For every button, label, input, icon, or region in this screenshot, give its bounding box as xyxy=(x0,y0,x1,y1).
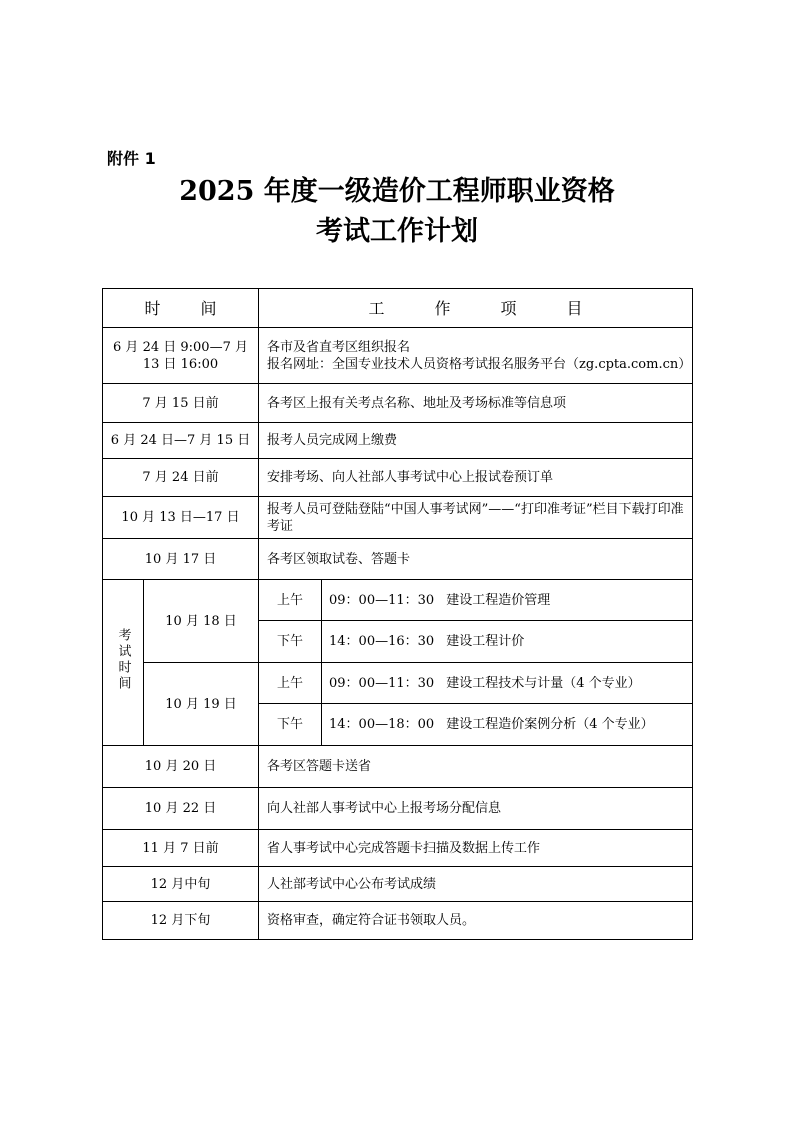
exam-session xyxy=(322,621,693,663)
exam-date: 10 月 18 日 xyxy=(144,580,259,663)
exam-session xyxy=(322,580,693,621)
attachment-label: 附件 1 xyxy=(107,149,156,168)
row-work: 省人事考试中心完成答题卡扫描及数据上传工作 xyxy=(259,830,693,867)
exam-period: 上午 xyxy=(259,663,322,704)
exam-session xyxy=(322,663,693,704)
table-row xyxy=(103,788,693,830)
exam-row xyxy=(103,663,693,704)
row-time: 11 月 7 日前 xyxy=(103,830,259,867)
exam-session xyxy=(322,704,693,746)
row-time: 10 月 17 日 xyxy=(103,539,259,580)
table-row xyxy=(103,867,693,902)
row-work: 各考区领取试卷、答题卡 xyxy=(259,539,693,580)
schedule-table xyxy=(102,288,693,940)
row-time: 6 月 24 日 9:00—7 月 13 日 16:00 xyxy=(103,328,259,384)
exam-period: 上午 xyxy=(259,580,322,621)
row-work: 安排考场、向人社部人事考试中心上报试卷预订单 xyxy=(259,459,693,497)
document-title-line-2: 考试工作计划 xyxy=(316,216,478,247)
row-work: 报考人员可登陆登陆“中国人事考试网”——“打印准考证”栏目下载打印准考证 xyxy=(259,497,693,539)
exam-row xyxy=(103,580,693,621)
table-row xyxy=(103,384,693,423)
header-work-items: 工作项目 xyxy=(259,289,693,328)
row-time: 7 月 24 日前 xyxy=(103,459,259,497)
exam-session-subject: 建设工程技术与计量（4 个专业） xyxy=(446,675,641,691)
work-item: 报名网址：全国专业技术人员资格考试报名服务平台（zg.cpta.com.cn） xyxy=(267,356,692,372)
exam-time-label xyxy=(103,580,144,746)
exam-time-label-text: 考试时间 xyxy=(115,628,131,692)
row-time: 7 月 15 日前 xyxy=(103,384,259,423)
row-time: 6 月 24 日—7 月 15 日 xyxy=(103,423,259,459)
exam-session-time: 09：00—11：30 xyxy=(329,592,435,608)
row-time: 10 月 13 日—17 日 xyxy=(103,497,259,539)
header-time: 时间 xyxy=(103,289,259,328)
row-time: 10 月 22 日 xyxy=(103,788,259,830)
row-work xyxy=(259,328,693,384)
document-title-line-1: 2025 年度一级造价工程师职业资格 xyxy=(179,176,615,207)
work-item: 各市及省直考区组织报名 xyxy=(267,339,411,355)
table-row xyxy=(103,902,693,940)
row-work: 向人社部人事考试中心上报考场分配信息 xyxy=(259,788,693,830)
row-work: 人社部考试中心公布考试成绩 xyxy=(259,867,693,902)
exam-session-subject: 建设工程计价 xyxy=(446,634,525,649)
exam-session-time: 14：00—18：00 xyxy=(329,717,435,732)
exam-session-subject: 建设工程造价管理 xyxy=(446,592,551,608)
row-work: 资格审查，确定符合证书领取人员。 xyxy=(259,902,693,940)
exam-session-time: 14：00—16：30 xyxy=(329,634,435,649)
exam-session-subject: 建设工程造价案例分析（4 个专业） xyxy=(446,717,654,732)
exam-period: 下午 xyxy=(259,704,322,746)
table-row xyxy=(103,746,693,788)
row-work: 各考区上报有关考点名称、地址及考场标准等信息项 xyxy=(259,384,693,423)
row-time: 12 月中旬 xyxy=(103,867,259,902)
exam-period: 下午 xyxy=(259,621,322,663)
exam-date: 10 月 19 日 xyxy=(144,663,259,746)
table-row xyxy=(103,328,693,384)
row-time: 12 月下旬 xyxy=(103,902,259,940)
row-work: 报考人员完成网上缴费 xyxy=(259,423,693,459)
header-row xyxy=(103,289,693,328)
row-work: 各考区答题卡送省 xyxy=(259,746,693,788)
row-time: 10 月 20 日 xyxy=(103,746,259,788)
table-row xyxy=(103,459,693,497)
table-row xyxy=(103,830,693,867)
table-row xyxy=(103,423,693,459)
table-row xyxy=(103,539,693,580)
table-row xyxy=(103,497,693,539)
exam-session-time: 09：00—11：30 xyxy=(329,675,435,691)
